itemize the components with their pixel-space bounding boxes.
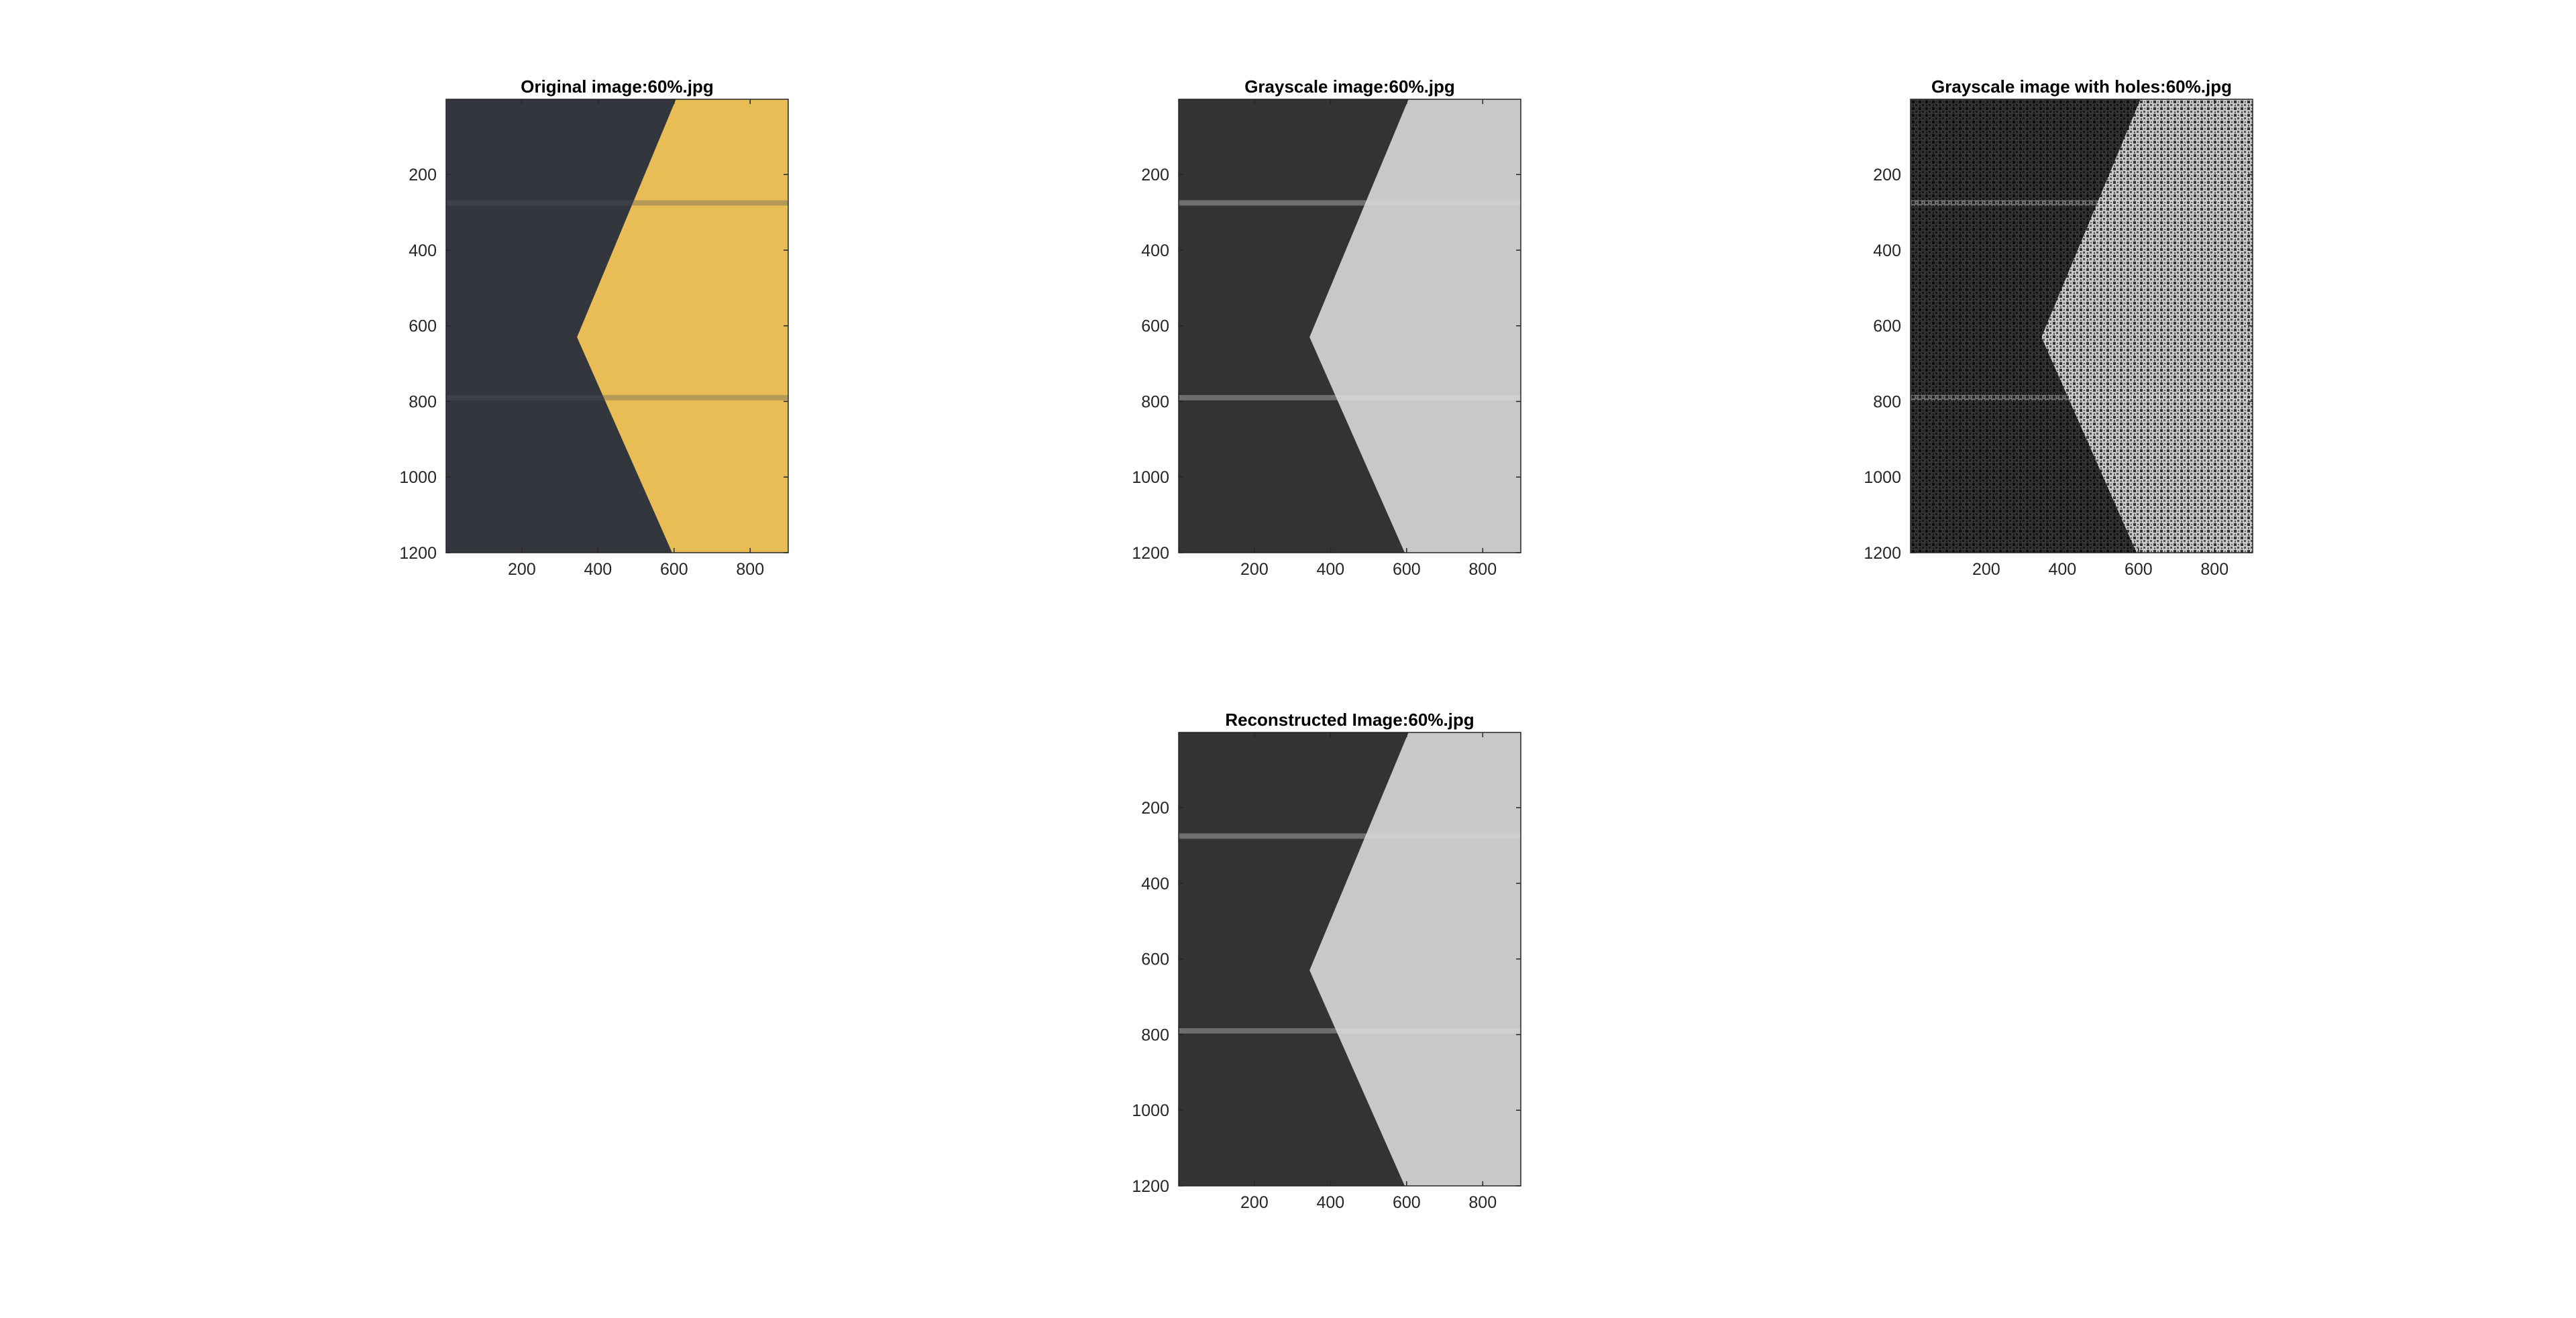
y-tick-label: 400: [409, 241, 437, 260]
x-tick-label: 200: [1240, 1193, 1269, 1212]
panel-title: Reconstructed Image:60%.jpg: [1225, 710, 1474, 730]
mortar-line: [1179, 200, 1521, 205]
panel-title: Original image:60%.jpg: [521, 76, 714, 97]
y-tick-label: 600: [409, 317, 437, 336]
y-tick-label: 1000: [1864, 468, 1901, 488]
panel-grayscale: [1132, 76, 1521, 579]
x-tick-label: 800: [1468, 1193, 1497, 1212]
y-tick-label: 1200: [1132, 1177, 1169, 1196]
x-tick-label: 200: [508, 560, 536, 579]
y-tick-label: 200: [409, 166, 437, 185]
y-tick-label: 800: [409, 392, 437, 412]
panel-original: [399, 76, 788, 579]
missing-pixels-overlay: [1911, 99, 2253, 553]
y-tick-label: 1200: [399, 544, 437, 563]
x-tick-label: 600: [1392, 1193, 1421, 1212]
x-tick-label: 400: [1316, 1193, 1345, 1212]
y-tick-label: 800: [1141, 392, 1169, 412]
y-tick-label: 400: [1141, 874, 1169, 893]
mortar-line: [446, 395, 788, 400]
y-tick-label: 1000: [1132, 468, 1169, 488]
panel-title: Grayscale image with holes:60%.jpg: [1931, 76, 2232, 97]
y-tick-label: 600: [1141, 950, 1169, 969]
y-tick-label: 200: [1141, 166, 1169, 185]
x-tick-label: 400: [584, 560, 612, 579]
mortar-line: [1179, 395, 1521, 400]
y-tick-label: 1000: [1132, 1101, 1169, 1121]
panel-reconstructed: [1132, 710, 1521, 1212]
x-tick-label: 800: [736, 560, 765, 579]
x-tick-label: 800: [2200, 560, 2229, 579]
y-tick-label: 400: [1873, 241, 1901, 260]
x-tick-label: 800: [1468, 560, 1497, 579]
y-tick-label: 200: [1873, 166, 1901, 185]
y-tick-label: 200: [1141, 799, 1169, 818]
y-tick-label: 800: [1141, 1026, 1169, 1045]
y-tick-label: 1200: [1864, 544, 1901, 563]
panel-title: Grayscale image:60%.jpg: [1244, 76, 1455, 97]
mortar-line: [1179, 1028, 1521, 1034]
y-tick-label: 400: [1141, 241, 1169, 260]
x-tick-label: 600: [1392, 560, 1421, 579]
y-tick-label: 800: [1873, 392, 1901, 412]
x-tick-label: 200: [1972, 560, 2000, 579]
mortar-line: [446, 200, 788, 205]
x-tick-label: 600: [659, 560, 688, 579]
x-tick-label: 400: [1316, 560, 1345, 579]
y-tick-label: 600: [1873, 317, 1901, 336]
mortar-line: [1179, 833, 1521, 838]
x-tick-label: 600: [2124, 560, 2153, 579]
x-tick-label: 400: [2048, 560, 2077, 579]
panel-holes: [1864, 76, 2253, 579]
y-tick-label: 1000: [399, 468, 437, 488]
x-tick-label: 200: [1240, 560, 1269, 579]
y-tick-label: 1200: [1132, 544, 1169, 563]
y-tick-label: 600: [1141, 317, 1169, 336]
